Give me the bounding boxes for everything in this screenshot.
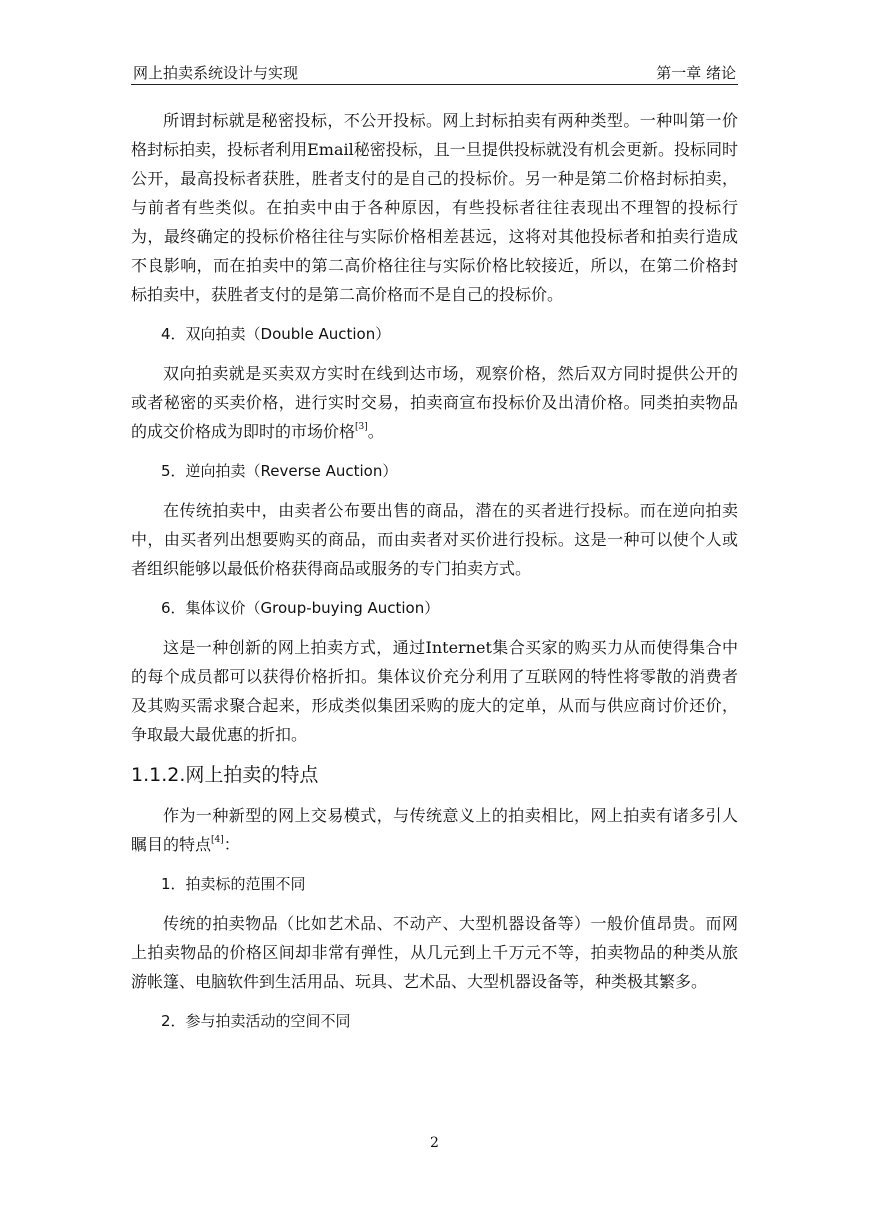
section-heading: 1.1.2.网上拍卖的特点 xyxy=(131,764,319,786)
heading-reverse-auction: 5．逆向拍卖（Reverse Auction） xyxy=(161,462,398,480)
citation-ref: [3] xyxy=(355,422,368,432)
paragraph-reverse-auction: 在传统拍卖中，由卖者公布要出售的商品，潜在的买者进行投标。而在逆向拍卖中，由买者列出想要购买的商品，而由卖者对买价进行投标。这是一种可以使个人或者组织能够以最低价格获得商品或服务的专门拍卖方式。 xyxy=(131,501,738,578)
page-body xyxy=(131,106,738,1046)
paragraph-double-auction xyxy=(131,359,738,446)
paragraph-group-buying: 这是一种创新的网上拍卖方式，通过Internet集合买家的购买力从而使得集合中的每个成员都可以获得价格折扣。集体议价充分利用了互联网的特性将零散的消费者及其购买需求聚合起来，形成类似集团采购的庞大的定单，从而与供应商讨价还价，争取最大最优惠的折扣。 xyxy=(131,638,738,744)
heading-double-auction: 4．双向拍卖（Double Auction） xyxy=(161,325,391,343)
header-title: 网上拍卖系统设计与实现 xyxy=(133,64,299,82)
header-chapter: 第一章 绪论 xyxy=(656,64,736,82)
paragraph-scope: 传统的拍卖物品（比如艺术品、不动产、大型机器设备等）一般价值昂贵。而网上拍卖物品的价格区间却非常有弹性，从几元到上千万元不等，拍卖物品的种类从旅游帐篷、电脑软件到生活用品、玩具、艺术品、大型机器设备等，种类极其繁多。 xyxy=(131,914,738,991)
paragraph-end: 。 xyxy=(367,422,384,441)
paragraph-sealed-bid: 所谓封标就是秘密投标，不公开投标。网上封标拍卖有两种类型。一种叫第一价格封标拍卖，投标者利用Email秘密投标，且一旦提供投标就没有机会更新。投标同时公开，最高投标者获胜，胜者支付的是自己的投标价。另一种是第二价格封标拍卖，与前者有些类似。在拍卖中由于各种原因，有些投标者往往表现出不理智的投标行为，最终确定的投标价格往往与实际价格相差甚远，这将对其他投标者和拍卖行造成不良影响，而在拍卖中的第二高价格往往与实际价格比较接近，所以，在第二价格封标拍卖中，获胜者支付的是第二高价格而不是自己的投标价。 xyxy=(131,111,738,304)
page-number: 2 xyxy=(430,1135,439,1151)
running-header xyxy=(131,62,738,85)
heading-scope: 1．拍卖标的范围不同 xyxy=(161,875,306,893)
heading-group-buying: 6．集体议价（Group-buying Auction） xyxy=(161,599,440,617)
paragraph-text: 作为一种新型的网上交易模式，与传统意义上的拍卖相比，网上拍卖有诸多引人瞩目的特点 xyxy=(131,806,738,854)
paragraph-end: ： xyxy=(223,835,240,854)
citation-ref: [4] xyxy=(211,835,224,845)
paragraph-features-intro xyxy=(131,801,738,859)
paragraph-text: 双向拍卖就是买卖双方实时在线到达市场，观察价格，然后双方同时提供公开的或者秘密的买卖价格，进行实时交易，拍卖商宣布投标价及出清价格。同类拍卖物品的成交价格成为即时的市场价格 xyxy=(131,364,738,441)
heading-space: 2．参与拍卖活动的空间不同 xyxy=(161,1012,351,1030)
